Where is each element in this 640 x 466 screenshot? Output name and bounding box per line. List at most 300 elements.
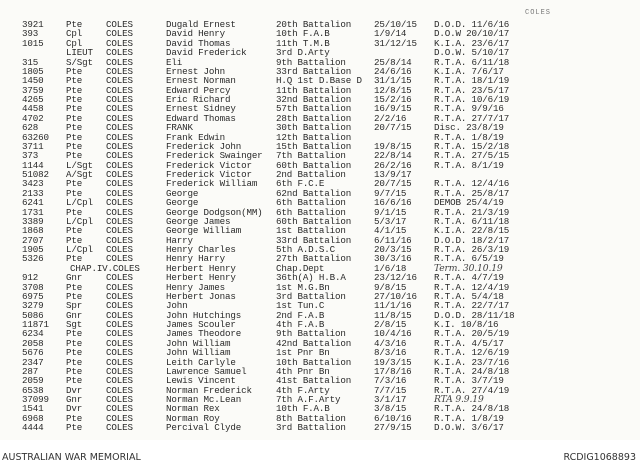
unit: 1st M.G.Bn [276, 281, 330, 293]
given-names: John [166, 300, 188, 312]
service-number: 2347 [22, 356, 44, 368]
service-number: 1541 [22, 403, 44, 415]
unit: 20th Battalion [276, 19, 352, 30]
given-names: David Henry [166, 28, 225, 40]
given-names: George [166, 197, 199, 209]
given-names: Lewis Vincent [166, 375, 236, 387]
service-number: 6968 [22, 412, 44, 424]
given-names: Edward Thomas [166, 112, 236, 124]
rank: Pte [66, 337, 83, 349]
enlistment-date: 3/8/15 [374, 403, 407, 415]
rank: CHAP.IV.COLES [70, 262, 140, 274]
rank: Pte [66, 375, 83, 387]
fate: RTA 9.9.19 [434, 394, 484, 405]
rank: Pte [66, 328, 83, 340]
rank: Pte [66, 19, 83, 30]
fate: R.T.A. 27/4/19 [434, 384, 510, 396]
given-names: George Dodgson(MM) [166, 206, 263, 218]
rank: LIEUT [66, 47, 93, 59]
fate: R.T.A. 24/8/18 [434, 403, 510, 415]
enlistment-date: 19/3/15 [374, 356, 412, 368]
fate: R.T.A. 26/3/19 [434, 244, 510, 255]
fate: R.T.A. 9/9/16 [434, 103, 504, 115]
enlistment-date: 31/1/15 [374, 75, 412, 87]
enlistment-date: 6/11/16 [374, 234, 412, 246]
surname: COLES [106, 84, 133, 96]
surname: COLES [106, 19, 133, 30]
service-number: 1450 [22, 75, 44, 87]
given-names: James Theodore [166, 328, 242, 340]
given-names: Frank Edwin [166, 131, 225, 143]
service-number: 1731 [22, 206, 44, 218]
fate: R.T.A. 5/4/18 [434, 290, 504, 302]
unit: 41st Battalion [276, 375, 352, 387]
surname: COLES [106, 112, 133, 124]
given-names: George William [166, 225, 242, 237]
rank: Sgt [66, 319, 83, 330]
fate: R.T.A. 1/8/19 [434, 131, 504, 143]
fate: R.T.A. 10/6/19 [434, 94, 510, 105]
rank: S/Sgt [66, 56, 93, 68]
service-number: 1144 [22, 159, 44, 171]
surname: COLES [106, 244, 133, 255]
service-number: 1905 [22, 244, 44, 255]
enlistment-date: 17/8/16 [374, 365, 412, 377]
surname: COLES [106, 37, 133, 49]
rank: Pte [66, 206, 83, 218]
unit: 60th Battalion [276, 159, 352, 171]
surname: COLES [106, 290, 133, 302]
unit: 12th Battalion [276, 131, 352, 143]
fate: D.O.D. 11/6/16 [434, 19, 510, 30]
unit: 62nd Battalion [276, 187, 352, 199]
fate: R.T.A. 25/8/17 [434, 187, 510, 199]
enlistment-date: 6/10/16 [374, 412, 412, 424]
unit: 30th Battalion [276, 122, 352, 134]
fate: R.T.A. 4/7/19 [434, 272, 504, 284]
service-number: 37099 [22, 394, 49, 405]
given-names: Frederick Victor [166, 169, 252, 180]
enlistment-date: 1/9/14 [374, 28, 407, 40]
service-number: 3423 [22, 178, 44, 190]
given-names: Eric Richard [166, 94, 231, 105]
unit: 57th Battalion [276, 103, 352, 115]
fate: K.I.A. 7/6/17 [434, 65, 504, 77]
given-names: Dugald Ernest [166, 19, 236, 30]
service-number: 6975 [22, 290, 44, 302]
fate: R.T.A. 24/8/18 [434, 365, 510, 377]
rank: Pte [66, 412, 83, 424]
surname: COLES [106, 309, 133, 321]
unit: 3rd Battalion [276, 422, 346, 434]
given-names: Edward Percy [166, 84, 231, 96]
service-number: 3708 [22, 281, 44, 293]
enlistment-date: 20/3/15 [374, 244, 412, 255]
rank: Pte [66, 84, 83, 96]
given-names: Herbert Jonas [166, 290, 236, 302]
unit: 9th Battalion [276, 328, 346, 340]
enlistment-date: 11/8/15 [374, 309, 412, 321]
given-names: Ernest Sidney [166, 103, 236, 115]
enlistment-date: 27/9/15 [374, 422, 412, 434]
corner-mark: COLES [525, 9, 552, 17]
unit: 3rd D.Arty [276, 47, 330, 59]
surname: COLES [106, 253, 133, 265]
unit: 7th Battalion [276, 150, 346, 162]
rank: Gnr [66, 394, 83, 405]
enlistment-date: 5/3/17 [374, 215, 407, 227]
rank: L/Sgt [66, 159, 93, 171]
enlistment-date: 7/3/16 [374, 375, 407, 387]
given-names: Percival Clyde [166, 422, 242, 434]
given-names: George [166, 187, 199, 199]
rank: Pte [66, 347, 83, 359]
fate: Term. 30.10.19 [434, 262, 503, 274]
enlistment-date: 15/2/16 [374, 94, 412, 105]
unit: 10th F.A.B [276, 28, 330, 40]
surname: COLES [106, 403, 133, 415]
given-names: Norman Roy [166, 412, 220, 424]
fate: R.T.A. 18/1/19 [434, 75, 510, 87]
surname: COLES [106, 384, 133, 396]
unit: 36th(A) H.B.A [276, 272, 346, 284]
fate: R.T.A. 12/4/16 [434, 178, 510, 190]
enlistment-date: 31/12/15 [374, 37, 417, 49]
enlistment-date: 16/9/15 [374, 103, 412, 115]
unit: 9th Battalion [276, 56, 346, 68]
service-number: 4702 [22, 112, 44, 124]
fate: R.T.A. 22/7/17 [434, 300, 510, 312]
unit: 10th F.A.B [276, 403, 330, 415]
rank: Pte [66, 122, 83, 134]
service-number: 3921 [22, 19, 44, 30]
rank: Pte [66, 150, 83, 162]
rank: Pte [66, 225, 83, 237]
service-number: 912 [22, 272, 39, 284]
rank: Pte [66, 281, 83, 293]
enlistment-date: 7/7/15 [374, 384, 407, 396]
enlistment-date: 22/8/14 [374, 150, 412, 162]
fate: R.T.A. 6/11/18 [434, 215, 510, 227]
rank: A/Sgt [66, 169, 93, 180]
service-number: 5676 [22, 347, 44, 359]
service-number: 51082 [22, 169, 49, 180]
given-names: Norman Mc.Lean [166, 394, 242, 405]
surname: COLES [106, 328, 133, 340]
given-names: Henry Charles [166, 244, 236, 255]
fate: R.T.A. 1/8/19 [434, 412, 504, 424]
service-number: 1805 [22, 65, 44, 77]
rank: Pte [66, 65, 83, 77]
rank: Pte [66, 422, 83, 434]
fate: R.T.A. 12/6/19 [434, 347, 510, 359]
service-number: 1868 [22, 225, 44, 237]
unit: 5th A.D.S.C [276, 244, 335, 255]
service-number: 3711 [22, 140, 44, 152]
enlistment-date: 9/1/15 [374, 206, 407, 218]
fate: R.T.A. 15/2/18 [434, 140, 510, 152]
surname: COLES [106, 75, 133, 87]
service-number: 628 [22, 122, 39, 134]
given-names: Frederick Swainger [166, 150, 263, 162]
surname: COLES [106, 281, 133, 293]
fate: R.T.A. 21/3/19 [434, 206, 510, 218]
rank: L/Cpl [66, 244, 93, 255]
given-names: Lawrence Samuel [166, 365, 247, 377]
given-names: Harry [166, 234, 193, 246]
fate: D.O.W. 3/6/17 [434, 422, 504, 434]
rank: Pte [66, 290, 83, 302]
fate: DEMOB 25/4/19 [434, 197, 504, 209]
rank: Dvr [66, 384, 83, 396]
fate: R.T.A. 3/7/19 [434, 375, 504, 387]
rank: Pte [66, 234, 83, 246]
enlistment-date: 10/4/16 [374, 328, 412, 340]
given-names: Norman Frederick [166, 384, 252, 396]
given-names: David Thomas [166, 37, 231, 49]
service-number: 6241 [22, 197, 44, 209]
rank: L/Cpl [66, 197, 93, 209]
service-number: 63260 [22, 131, 49, 143]
enlistment-date: 13/9/17 [374, 169, 412, 180]
surname: COLES [106, 187, 133, 199]
surname: COLES [106, 159, 133, 171]
unit: 33rd Battalion [276, 65, 352, 77]
fate: Disc. 23/8/19 [434, 122, 504, 134]
rank: Dvr [66, 403, 83, 415]
given-names: John Hutchings [166, 309, 242, 321]
unit: 1st Battalion [276, 225, 346, 237]
unit: 27th Battalion [276, 253, 352, 265]
given-names: Leith Carlyle [166, 356, 236, 368]
surname: COLES [106, 215, 133, 227]
unit: 1st Tun.C [276, 300, 325, 312]
surname: COLES [106, 356, 133, 368]
enlistment-date: 20/7/15 [374, 178, 412, 190]
given-names: James Scouler [166, 319, 236, 330]
service-number: 393 [22, 28, 39, 40]
surname: COLES [106, 140, 133, 152]
service-number: 3279 [22, 300, 44, 312]
unit: 1st Pnr Bn [276, 347, 330, 359]
fate: K.I. 10/8/16 [434, 319, 499, 330]
enlistment-date: 8/3/16 [374, 347, 407, 359]
given-names: Herbert Henry [166, 262, 236, 274]
unit: 11th Battalion [276, 84, 352, 96]
service-number: 373 [22, 150, 39, 162]
unit: 8th Battalion [276, 412, 346, 424]
service-number: 3389 [22, 215, 44, 227]
enlistment-date: 25/8/14 [374, 56, 412, 68]
service-number: 2058 [22, 337, 44, 349]
enlistment-date: 16/6/16 [374, 197, 412, 209]
fate: K.I.A. 22/8/15 [434, 225, 510, 237]
unit: H.Q 1st D.Base D [276, 75, 362, 87]
service-number: 2133 [22, 187, 44, 199]
enlistment-date: 12/8/15 [374, 84, 412, 96]
surname: COLES [106, 169, 133, 180]
enlistment-date: 30/3/16 [374, 253, 412, 265]
service-number: 2707 [22, 234, 44, 246]
enlistment-date: 24/6/16 [374, 65, 412, 77]
given-names: Frederick John [166, 140, 242, 152]
enlistment-date: 4/3/16 [374, 337, 407, 349]
enlistment-date: 26/2/16 [374, 159, 412, 171]
unit: 4th F.A.B [276, 319, 325, 330]
surname: COLES [106, 122, 133, 134]
enlistment-date: 11/1/16 [374, 300, 412, 312]
fate: D.O.W 20/10/17 [434, 28, 510, 40]
rank: Pte [66, 103, 83, 115]
rank: Pte [66, 365, 83, 377]
fate: R.T.A. 20/5/19 [434, 328, 510, 340]
rank: Pte [66, 112, 83, 124]
given-names: Eli [166, 56, 183, 68]
unit: 7th A.F.Arty [276, 394, 341, 405]
enlistment-date: 3/1/17 [374, 394, 407, 405]
surname: COLES [106, 103, 133, 115]
service-number: 1015 [22, 37, 44, 49]
roll-entry [0, 423, 640, 432]
fate: R.T.A. 8/1/19 [434, 159, 504, 171]
unit: 4th Pnr Bn [276, 365, 330, 377]
unit: 2nd Battalion [276, 169, 346, 180]
source-label: AUSTRALIAN WAR MEMORIAL [2, 452, 141, 463]
surname: COLES [106, 337, 133, 349]
unit: 4th F.Arty [276, 384, 330, 396]
fate: R.T.A. 6/11/18 [434, 56, 510, 68]
fate: K.I.A. 23/7/16 [434, 356, 510, 368]
given-names: John William [166, 347, 231, 359]
fate: R.T.A. 4/5/17 [434, 337, 504, 349]
surname: COLES [106, 28, 133, 40]
service-number: 315 [22, 56, 39, 68]
fate: R.T.A. 23/5/17 [434, 84, 510, 96]
fate: D.O.D. 18/2/17 [434, 234, 510, 246]
fate: D.O.W. 5/10/17 [434, 47, 510, 59]
surname: COLES [106, 300, 133, 312]
fate: R.T.A. 27/5/15 [434, 150, 510, 162]
given-names: Ernest John [166, 65, 225, 77]
fate: R.T.A. 12/4/19 [434, 281, 510, 293]
service-number: 5086 [22, 309, 44, 321]
service-number: 4458 [22, 103, 44, 115]
surname: COLES [106, 234, 133, 246]
rank: Pte [66, 187, 83, 199]
surname: COLES [106, 178, 133, 190]
rank: Pte [66, 140, 83, 152]
enlistment-date: 2/2/16 [374, 112, 407, 124]
given-names: John William [166, 337, 231, 349]
enlistment-date: 2/8/15 [374, 319, 407, 330]
fate: R.T.A. 6/5/19 [434, 253, 504, 265]
surname: COLES [106, 56, 133, 68]
unit: 32nd Battalion [276, 94, 352, 105]
rank: Gnr [66, 272, 83, 284]
rank: Pte [66, 356, 83, 368]
rank: Spr [66, 300, 83, 312]
surname: COLES [106, 225, 133, 237]
unit: 6th Battalion [276, 197, 346, 209]
enlistment-date: 27/10/16 [374, 290, 417, 302]
unit: 10th Battalion [276, 356, 352, 368]
given-names: Henry Harry [166, 253, 225, 265]
unit: 15th Battalion [276, 140, 352, 152]
footer [0, 440, 640, 466]
surname: COLES [106, 65, 133, 77]
rank: Pte [66, 94, 83, 105]
rank: Pte [66, 178, 83, 190]
service-number: 6234 [22, 328, 44, 340]
unit: Chap.Dept [276, 262, 325, 274]
service-number: 11871 [22, 319, 49, 330]
enlistment-date: 19/8/15 [374, 140, 412, 152]
unit: 3rd Battalion [276, 290, 346, 302]
surname: COLES [106, 412, 133, 424]
enlistment-date: 9/7/15 [374, 187, 407, 199]
surname: COLES [106, 319, 133, 330]
reference-id: RCDIG1068893 [563, 452, 636, 463]
surname: COLES [106, 94, 133, 105]
surname: COLES [106, 394, 133, 405]
surname: COLES [106, 206, 133, 218]
surname: COLES [106, 347, 133, 359]
unit: 28th Battalion [276, 112, 352, 124]
surname: COLES [106, 197, 133, 209]
surname: COLES [106, 365, 133, 377]
surname: COLES [106, 422, 133, 434]
given-names: Frederick Victor [166, 159, 252, 171]
fate: K.I.A. 23/6/17 [434, 37, 510, 49]
nominal-roll-list [0, 20, 640, 433]
given-names: George James [166, 215, 231, 227]
enlistment-date: 25/10/15 [374, 19, 417, 30]
service-number: 5326 [22, 253, 44, 265]
rank: Pte [66, 131, 83, 143]
given-names: Herbert Henry [166, 272, 236, 284]
enlistment-date: 23/12/16 [374, 272, 417, 284]
service-number: 4444 [22, 422, 44, 434]
rank: Gnr [66, 309, 83, 321]
surname: COLES [106, 375, 133, 387]
unit: 60th Battalion [276, 215, 352, 227]
rank: Cpl [66, 37, 83, 49]
fate: D.O.D. 28/11/18 [434, 309, 515, 321]
given-names: Norman Rex [166, 403, 220, 415]
surname: COLES [106, 272, 133, 284]
service-number: 6538 [22, 384, 44, 396]
service-number: 3759 [22, 84, 44, 96]
fate: R.T.A. 27/7/17 [434, 112, 510, 124]
unit: 6th F.C.E [276, 178, 325, 190]
service-number: 2059 [22, 375, 44, 387]
surname: COLES [106, 150, 133, 162]
service-number: 4265 [22, 94, 44, 105]
enlistment-date: 9/8/15 [374, 281, 407, 293]
rank: L/Cpl [66, 215, 93, 227]
unit: 6th Battalion [276, 206, 346, 218]
given-names: Frederick William [166, 178, 258, 190]
enlistment-date: 1/6/18 [374, 262, 407, 274]
enlistment-date: 4/1/15 [374, 225, 407, 237]
service-number: 287 [22, 365, 39, 377]
surname: COLES [106, 131, 133, 143]
unit: 42nd Battalion [276, 337, 352, 349]
given-names: David Frederick [166, 47, 247, 59]
unit: 33rd Battalion [276, 234, 352, 246]
given-names: Henry James [166, 281, 225, 293]
rank: Pte [66, 253, 83, 265]
